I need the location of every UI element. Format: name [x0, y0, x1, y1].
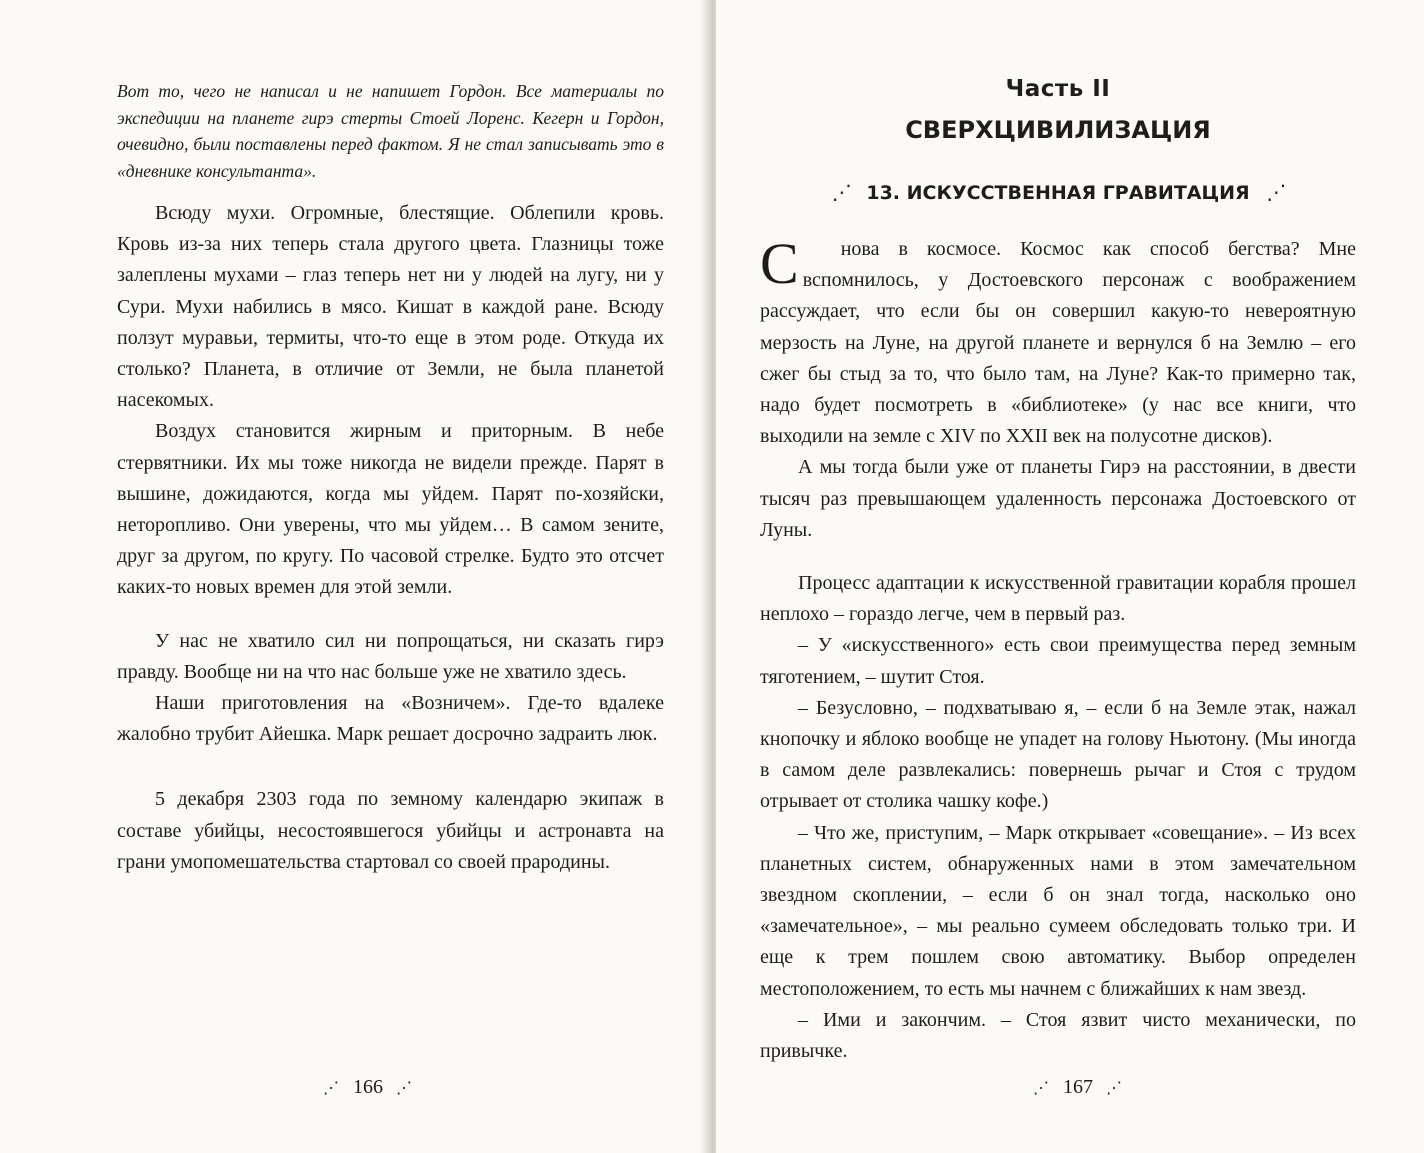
paragraph: – Ими и закончим. – Стоя язвит чисто механически, по привычке.	[760, 1008, 1356, 1063]
page-number-left	[268, 1076, 468, 1099]
ornament-icon: ⋰	[396, 1080, 413, 1097]
left-page	[0, 0, 709, 1153]
paragraph: Всюду мухи. Огромные, блестящие. Облепили кровь. Кровь из-за них теперь стала другого цвета. Глазницы тоже залеплены мухами – глаз теперь нет ни у людей на лугу, ни у Сури. Мухи набились в мясо. Кишат в каждой ране. Всюду ползут муравьи, термиты, что-то еще в этом роде. Откуда их столько? Планета, в отличие от Земли, не была планетой насекомых.	[117, 202, 664, 412]
page-number: 167	[1063, 1076, 1093, 1098]
paragraph: 5 декабря 2303 года по земному календарю экипаж в составе убийцы, несостоявшегося убийцы и астронавта на грани умопомешательства стартовал со своей прародины.	[117, 788, 664, 873]
first-paragraph	[760, 231, 1356, 452]
ornament-icon: ⋰	[1033, 1080, 1050, 1097]
paragraph: У нас не хватило сил ни попрощаться, ни сказать гирэ правду. Вообще ни на что нас больше уже не хватило здесь.	[117, 629, 664, 683]
dropcap: С	[760, 231, 799, 296]
left-text-column	[117, 72, 664, 878]
paragraph: – Безусловно, – подхватываю я, – если б на Земле этак, нажал кнопочку и яблоко вообще не упадет на голову Ньютону. (Мы иногда в самом деле развлекались: повернешь рычаг и Стоя с трудом отрывает от столика чашку кофе.)	[760, 696, 1356, 813]
right-text-column	[760, 72, 1356, 1067]
ornament-icon: ⋰	[831, 180, 850, 204]
part-title: Часть II	[1005, 76, 1111, 102]
paragraph: – У «искусственного» есть свои преимущества перед земным тяготением, – шутит Стоя.	[760, 634, 1356, 688]
paragraph: А мы тогда были уже от планеты Гирэ на расстоянии, в двести тысяч раз превышающем удаленность персонажа Достоевского от Луны.	[760, 456, 1356, 541]
ornament-icon: ⋰	[323, 1080, 340, 1097]
paragraph: Воздух становится жирным и приторным. В небе стервятники. Их мы тоже никогда не видели прежде. Парят в вышине, дожидаются, когда мы уйдем. Парят по-хозяйски, неторопливо. Они уверены, что мы уйдем… В самом зените, друг за другом, по кругу. По часовой стрелке. Будто это отсчет каких-то новых времен для этой земли.	[117, 420, 664, 599]
right-page	[716, 0, 1424, 1153]
page-number: 166	[353, 1076, 383, 1098]
paragraph: Наши приготовления на «Возничем». Где-то вдалеке жалобно трубит Айешка. Марк решает досрочно задраить люк.	[117, 692, 664, 746]
paragraph: – Что же, приступим, – Марк открывает «совещание». – Из всех планетных систем, обнаруженных нами в этом замечательном звездном скоплении, – если б он знал тогда, насколько оно «замечательное», – мы реально сумеем обследовать только три. И еще к трем пошлем свою автоматику. Выбор определен местоположением, то есть мы начнем с ближайших к нам звезд.	[760, 821, 1356, 1000]
chapter-title: 13. ИСКУССТВЕННАЯ ГРАВИТАЦИЯ	[866, 182, 1250, 204]
ornament-icon: ⋰	[1106, 1080, 1123, 1097]
first-paragraph-text: нова в космосе. Космос как способ бегства? Мне вспомнилось, у Достоевского персонаж с воображением рассуждает, что если бы он совершил какую-то невероятную мерзость на Луне, на другой планете и вернулся б на Землю – его сжег бы стыд за то, что было там, на Луне? Как-то примерно так, надо будет посмотреть в «библиотеке» (у нас все книги, что выходили на земле с XIV по XXII век на полусотне дисков).	[760, 238, 1356, 448]
page-number-right	[978, 1076, 1178, 1099]
paragraph: Процесс адаптации к искусственной гравитации корабля прошел неплохо – гораздо легче, чем в первый раз.	[760, 572, 1356, 626]
part-subtitle: СВЕРХЦИВИЛИЗАЦИЯ	[905, 116, 1211, 144]
italic-note: Вот то, чего не написал и не напишет Гордон. Все материалы по экспедиции на планете гирэ стерты Стоей Лоренс. Кегерн и Гордон, очевидно, были поставлены перед фактом. Я не стал записывать это в «дневнике консультанта».	[117, 81, 664, 181]
ornament-icon: ⋰	[1266, 180, 1285, 204]
chapter-heading	[760, 180, 1356, 204]
